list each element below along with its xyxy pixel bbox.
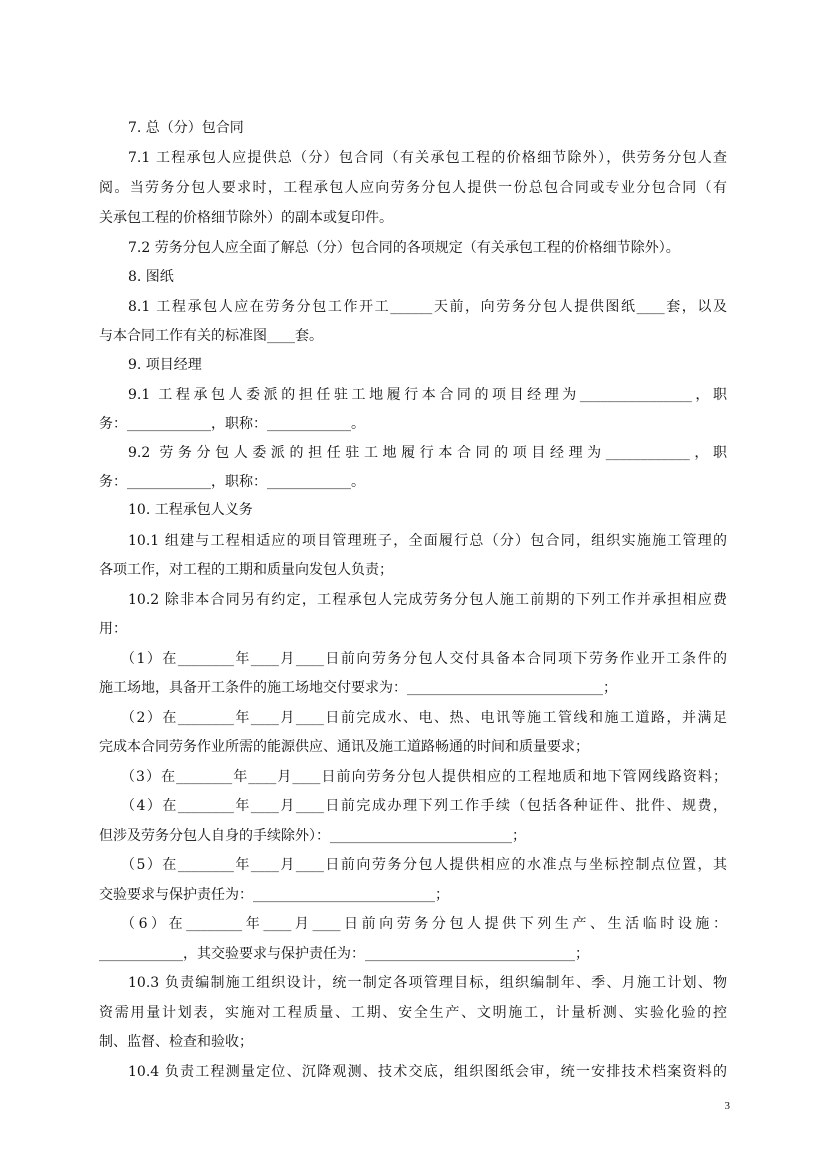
paragraph-line: （6）在________年____月____日前向劳务分包人提供下列生产、生活临时设施： — [121, 916, 727, 932]
section-heading-8: 8. 图纸 — [128, 269, 174, 285]
paragraph-line: 交验要求与保护责任为：__________________________； — [99, 887, 449, 903]
section-heading-9: 9. 项目经理 — [128, 357, 202, 373]
paragraph-line: ____________，其交验要求与保护责任为：______________________________； — [99, 946, 589, 962]
paragraph-line: 各项工作，对工程的工期和质量向发包人负责； — [99, 562, 393, 578]
section-heading-7: 7. 总（分）包合同 — [128, 120, 244, 136]
page-number: 3 — [724, 1100, 730, 1112]
paragraph-line: 完成本合同劳务作业所需的能源供应、通讯及施工道路畅通的时间和质量要求； — [99, 739, 589, 755]
paragraph-line: 资需用量计划表，实施对工程质量、工期、安全生产、文明施工，计量析测、实验化验的控 — [99, 1005, 727, 1021]
paragraph-line: （2）在________年____月____日前完成水、电、热、电讯等施工管线和施工道路，并满足 — [121, 710, 727, 726]
paragraph-line: 但涉及劳务分包人自身的手续除外）：__________________________； — [99, 828, 526, 844]
paragraph-line: 10.2 除非本合同另有约定，工程承包人完成劳务分包人施工前期的下列工作并承担相应费 — [128, 592, 727, 608]
paragraph-line: 阅。当劳务分包人要求时，工程承包人应向劳务分包人提供一份总包合同或专业分包合同（有 — [99, 180, 727, 196]
paragraph-line: 务：____________，职称：____________。 — [99, 416, 365, 432]
paragraph-line: 务：____________，职称：____________。 — [99, 474, 365, 490]
paragraph-line: （3）在________年____月____日前向劳务分包人提供相应的工程地质和地下管网线路资料； — [121, 769, 727, 785]
paragraph-line: 7.1 工程承包人应提供总（分）包合同（有关承包工程的价格细节除外），供劳务分包人查 — [128, 150, 727, 166]
paragraph-line: 制、监督、检查和验收； — [99, 1034, 253, 1050]
paragraph-line: 10.3 负责编制施工组织设计，统一制定各项管理目标，组织编制年、季、月施工计划、物 — [128, 975, 727, 991]
paragraph-line: 8.1 工程承包人应在劳务分包工作开工______天前，向劳务分包人提供图纸____套，以及 — [128, 299, 727, 315]
paragraph-line: （5）在________年____月____日前向劳务分包人提供相应的水准点与坐标控制点位置，其 — [121, 857, 727, 873]
paragraph-line: 与本合同工作有关的标准图____套。 — [99, 328, 323, 344]
section-heading-10: 10. 工程承包人义务 — [128, 502, 253, 518]
paragraph-line: 10.1 组建与工程相适应的项目管理班子，全面履行总（分）包合同，组织实施施工管理的 — [128, 533, 727, 549]
paragraph-line: 用： — [99, 621, 127, 637]
paragraph-line: （4）在________年____月____日前完成办理下列工作手续（包括各种证件、批件、规费， — [121, 798, 727, 814]
paragraph-line: 9.1 工程承包人委派的担任驻工地履行本合同的项目经理为________________，职 — [128, 387, 727, 403]
paragraph-line: 10.4 负责工程测量定位、沉降观测、技术交底，组织图纸会审，统一安排技术档案资料的 — [128, 1064, 727, 1080]
paragraph-line: 7.2 劳务分包人应全面了解总（分）包合同的各项规定（有关承包工程的价格细节除外）。 — [128, 240, 680, 256]
paragraph-line: （1）在________年____月____日前向劳务分包人交付具备本合同项下劳务作业开工条件的 — [121, 651, 727, 667]
paragraph-line: 关承包工程的价格细节除外）的副本或复印件。 — [99, 210, 393, 226]
paragraph-line: 施工场地，具备开工条件的施工场地交付要求为：____________________________； — [99, 680, 617, 696]
paragraph-line: 9.2 劳务分包人委派的担任驻工地履行本合同的项目经理为____________，职 — [128, 445, 727, 461]
